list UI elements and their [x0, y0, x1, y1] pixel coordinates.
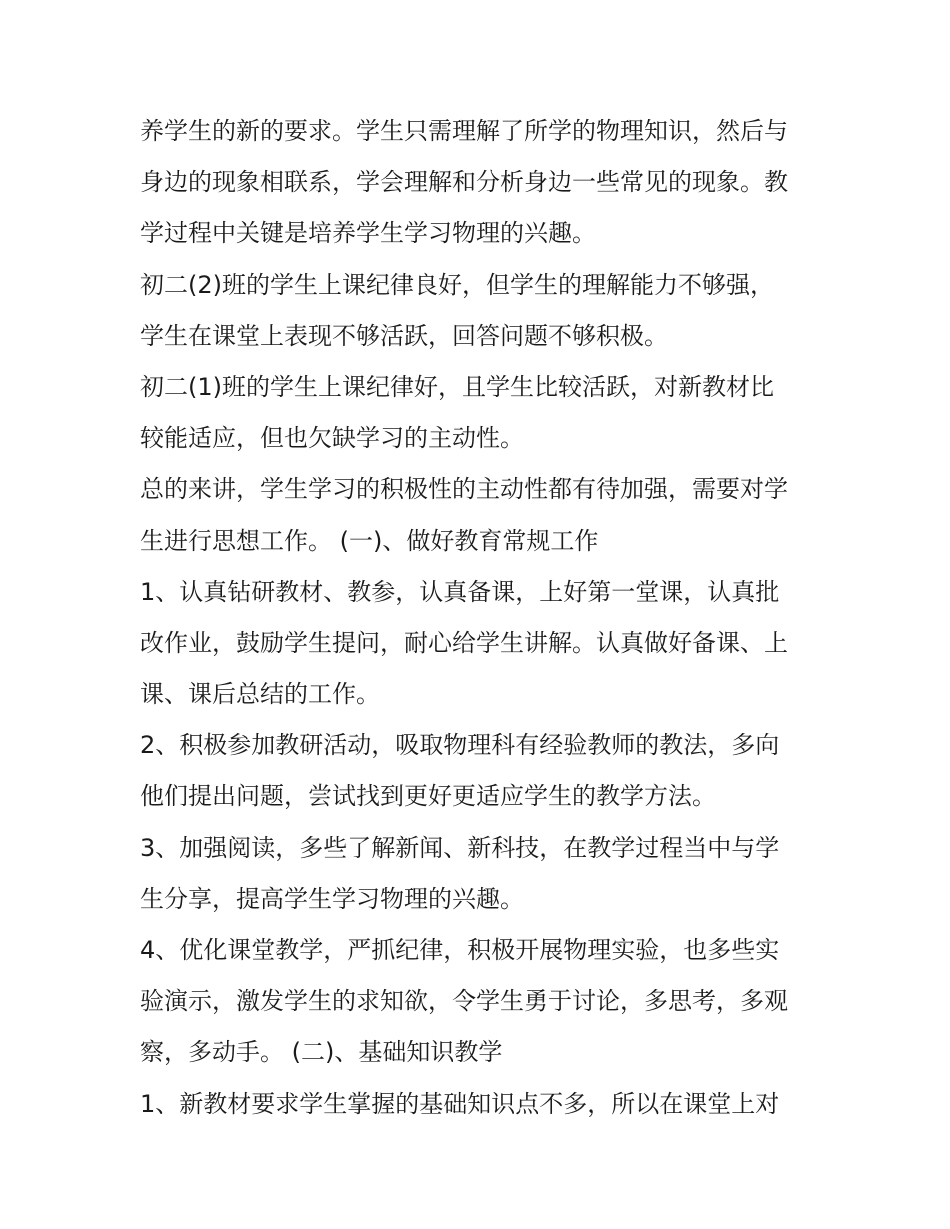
text-line: 总的来讲，学生学习的积极性的主动性都有待加强，需要对学: [140, 475, 788, 504]
text-line: 生分享，提高学生学习物理的兴趣。: [140, 884, 524, 913]
text-line: 验演示，激发学生的求知欲，令学生勇于讨论，多思考，多观: [140, 987, 788, 1016]
text-line: 他们提出问题，尝试找到更好更适应学生的教学方法。: [140, 782, 716, 811]
text-line: 学生在课堂上表现不够活跃，回答问题不够积极。: [140, 321, 668, 350]
text-line: 身边的现象相联系，学会理解和分析身边一些常见的现象。教: [140, 168, 788, 197]
text-line: 察，多动手。 (二)、基础知识教学: [140, 1038, 503, 1067]
text-line: 养学生的新的要求。学生只需理解了所学的物理知识，然后与: [140, 117, 788, 145]
text-line: 学过程中关键是培养学生学习物理的兴趣。: [140, 219, 596, 248]
text-line: 2、积极参加教研活动，吸取物理科有经验教师的教法，多向: [140, 731, 780, 760]
text-line: 改作业，鼓励学生提问，耐心给学生讲解。认真做好备课、上: [140, 628, 788, 657]
text-line: 1、认真钻研教材、教参，认真备课，上好第一堂课，认真批: [140, 577, 780, 606]
text-line: 较能适应，但也欠缺学习的主动性。: [140, 424, 524, 453]
text-line: 4、优化课堂教学，严抓纪律，积极开展物理实验，也多些实: [140, 936, 780, 964]
text-line: 初二(1)班的学生上课纪律好，且学生比较活跃，对新教材比: [140, 372, 774, 401]
text-line: 3、加强阅读，多些了解新闻、新科技，在教学过程当中与学: [140, 833, 780, 862]
text-line: 生进行思想工作。 (一)、做好教育常规工作: [140, 526, 599, 555]
text-line: 课、课后总结的工作。: [140, 680, 380, 709]
text-line: 初二(2)班的学生上课纪律良好，但学生的理解能力不够强，: [140, 270, 774, 299]
body-text: [140, 106, 820, 1130]
text-line: 1、新教材要求学生掌握的基础知识点不多，所以在课堂上对: [140, 1089, 780, 1118]
